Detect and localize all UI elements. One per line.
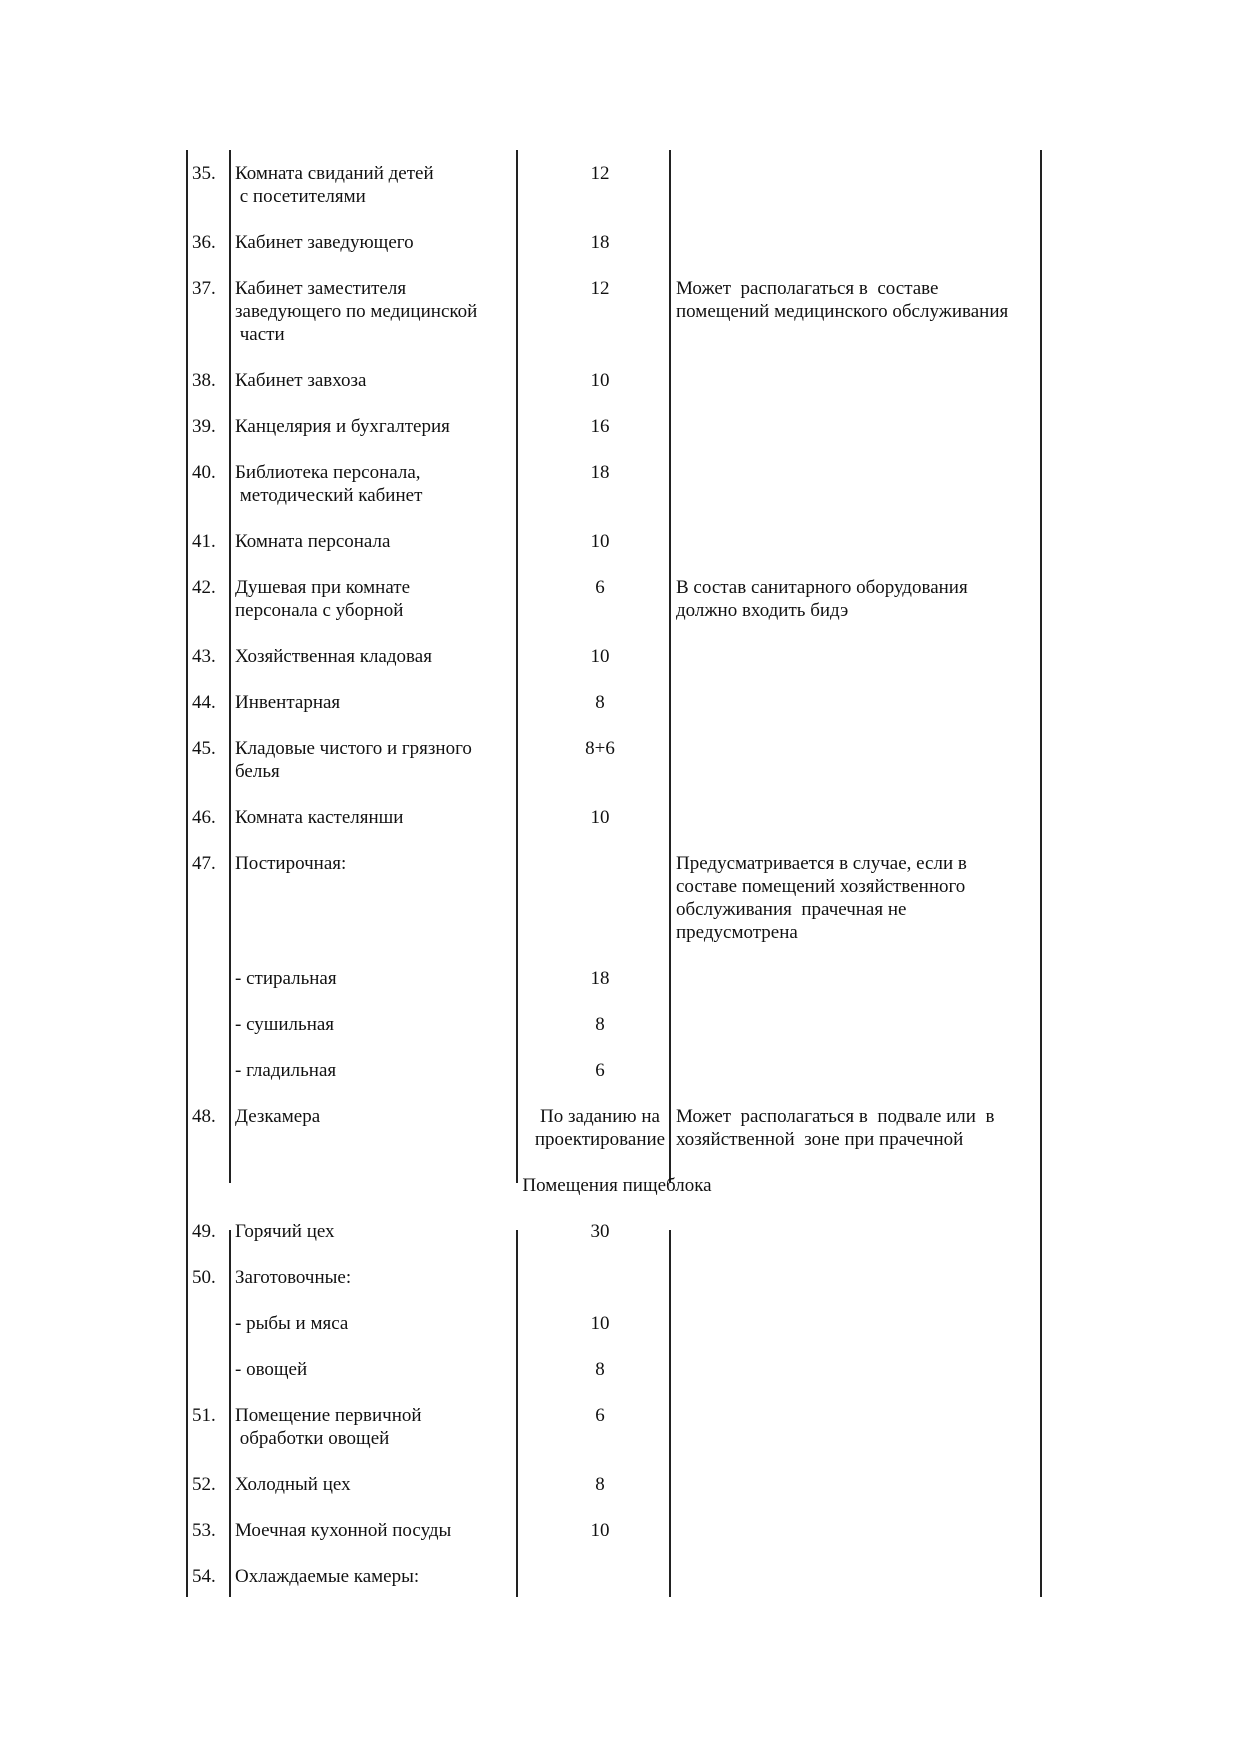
room-name (235, 1473, 525, 1496)
room-name (235, 369, 525, 392)
row-number: 46. (192, 807, 216, 828)
room-name-line: Охлаждаемые камеры: (235, 1566, 420, 1587)
room-name (235, 530, 525, 553)
room-name-line: Кабинет заместителя (235, 278, 407, 299)
room-name-line: Постирочная: (235, 853, 347, 874)
room-area-line: 18 (590, 232, 610, 253)
room-note-line: должно входить бидэ (676, 600, 849, 621)
room-note-line: обслуживания прачечная не (676, 899, 907, 920)
room-area-line: 6 (595, 1060, 605, 1081)
room-name-line: Комната свиданий детей (235, 163, 434, 184)
room-name-line: Комната персонала (235, 531, 391, 552)
room-name (235, 1059, 525, 1082)
room-area (523, 737, 677, 760)
room-area (523, 645, 677, 668)
row-number: 36. (192, 232, 216, 253)
room-name (235, 1266, 525, 1289)
row-number: 51. (192, 1405, 216, 1426)
room-note (676, 852, 1046, 944)
room-name-line: персонала с уборной (235, 600, 404, 621)
room-area-line: 10 (590, 1520, 610, 1541)
room-name-line: обработки овощей (235, 1428, 390, 1449)
room-name-line: Кабинет заведующего (235, 232, 414, 253)
room-area-line: По заданию на (540, 1106, 660, 1127)
room-name (235, 806, 525, 829)
room-name (235, 1013, 525, 1036)
room-name-line: Помещение первичной (235, 1405, 422, 1426)
room-name (235, 1519, 525, 1542)
row-number: 41. (192, 531, 216, 552)
room-name-line: белья (235, 761, 280, 782)
room-area (523, 576, 677, 599)
room-name-line: Заготовочные: (235, 1267, 352, 1288)
border-left-line (186, 150, 188, 1597)
room-name (235, 277, 525, 346)
room-name-line: - гладильная (235, 1060, 337, 1081)
row-number: 53. (192, 1520, 216, 1541)
room-area (523, 530, 677, 553)
room-name-line: - рыбы и мяса (235, 1313, 349, 1334)
room-name (235, 737, 525, 783)
room-name (235, 967, 525, 990)
room-note-line: Предусматривается в случае, если в (676, 853, 967, 874)
room-area-line: 10 (590, 531, 610, 552)
room-area-line: 8 (595, 692, 605, 713)
room-name-line: с посетителями (235, 186, 366, 207)
room-area-line: 6 (595, 1405, 605, 1426)
row-number: 42. (192, 577, 216, 598)
room-area (523, 1358, 677, 1381)
room-area-line: 10 (590, 1313, 610, 1334)
row-number: 47. (192, 853, 216, 874)
room-name (235, 415, 525, 438)
room-area-line: 12 (590, 163, 610, 184)
room-name-line: Хозяйственная кладовая (235, 646, 432, 667)
room-name-line: Библиотека персонала, (235, 462, 421, 483)
room-area-line: 6 (595, 577, 605, 598)
room-area (523, 231, 677, 254)
row-number: 54. (192, 1566, 216, 1587)
room-area-line: 8 (595, 1014, 605, 1035)
room-note-line: Может располагаться в подвале или в (676, 1106, 995, 1127)
row-number: 45. (192, 738, 216, 759)
room-name-line: заведующего по медицинской (235, 301, 478, 322)
room-name (235, 162, 525, 208)
room-name (235, 1565, 525, 1588)
room-area (523, 1312, 677, 1335)
section-title: Помещения пищеблока (522, 1175, 712, 1196)
room-area-line: 10 (590, 370, 610, 391)
row-number: 50. (192, 1267, 216, 1288)
room-name-line: Душевая при комнате (235, 577, 411, 598)
room-name (235, 461, 525, 507)
room-name (235, 1358, 525, 1381)
room-area (523, 461, 677, 484)
room-name-line: Канцелярия и бухгалтерия (235, 416, 450, 437)
room-area-line: 8 (595, 1359, 605, 1380)
row-number: 37. (192, 278, 216, 299)
room-name (235, 1105, 525, 1128)
room-area-line: проектирование (534, 1129, 666, 1150)
room-note-line: В состав санитарного оборудования (676, 577, 968, 598)
room-area-line: 10 (590, 807, 610, 828)
room-area (523, 1059, 677, 1082)
room-name-line: Кладовые чистого и грязного (235, 738, 472, 759)
room-name (235, 645, 525, 668)
room-name-line: - сушильная (235, 1014, 335, 1035)
room-name-line: методический кабинет (235, 485, 423, 506)
room-area-line: 12 (590, 278, 610, 299)
room-area-line: 16 (590, 416, 610, 437)
room-note-line: помещений медицинского обслуживания (676, 301, 1009, 322)
row-number: 38. (192, 370, 216, 391)
room-name-line: Дезкамера (235, 1106, 321, 1127)
room-name-line: - стиральная (235, 968, 337, 989)
row-number: 44. (192, 692, 216, 713)
row-number: 39. (192, 416, 216, 437)
row-number: 52. (192, 1474, 216, 1495)
room-note-line: составе помещений хозяйственного (676, 876, 966, 897)
room-name-line: - овощей (235, 1359, 308, 1380)
room-name (235, 852, 525, 875)
room-area-line: 10 (590, 646, 610, 667)
room-name (235, 1404, 525, 1450)
room-area (523, 1473, 677, 1496)
row-number: 40. (192, 462, 216, 483)
room-area (523, 1013, 677, 1036)
room-name-line: части (235, 324, 285, 345)
room-name (235, 1312, 525, 1335)
row-number: 43. (192, 646, 216, 667)
room-area (523, 415, 677, 438)
room-note-line: Может располагаться в составе (676, 278, 939, 299)
room-note-line: хозяйственной зоне при прачечной (676, 1129, 964, 1150)
room-name (235, 1220, 525, 1243)
room-name-line: Горячий цех (235, 1221, 335, 1242)
room-area (523, 1404, 677, 1427)
room-name-line: Инвентарная (235, 692, 341, 713)
room-area (523, 162, 677, 185)
room-area-line: 8+6 (585, 738, 615, 759)
row-number: 48. (192, 1106, 216, 1127)
room-area-line: 30 (590, 1221, 610, 1242)
row-number: 35. (192, 163, 216, 184)
room-area (523, 1220, 677, 1243)
room-area (523, 1519, 677, 1542)
room-area-line: 18 (590, 462, 610, 483)
room-area (523, 967, 677, 990)
room-note (676, 1105, 1046, 1151)
room-area-line: 18 (590, 968, 610, 989)
room-area (523, 1105, 677, 1151)
room-note (676, 576, 1046, 622)
room-area-line: 8 (595, 1474, 605, 1495)
room-name (235, 691, 525, 714)
room-area (523, 691, 677, 714)
row-number: 49. (192, 1221, 216, 1242)
room-area (523, 369, 677, 392)
room-name-line: Кабинет завхоза (235, 370, 367, 391)
room-area (523, 277, 677, 300)
room-area (523, 806, 677, 829)
room-name-line: Холодный цех (235, 1474, 351, 1495)
room-note (676, 277, 1046, 323)
room-note-line: предусмотрена (676, 922, 798, 943)
room-name (235, 231, 525, 254)
room-name (235, 576, 525, 622)
room-name-line: Моечная кухонной посуды (235, 1520, 452, 1541)
room-name-line: Комната кастелянши (235, 807, 404, 828)
